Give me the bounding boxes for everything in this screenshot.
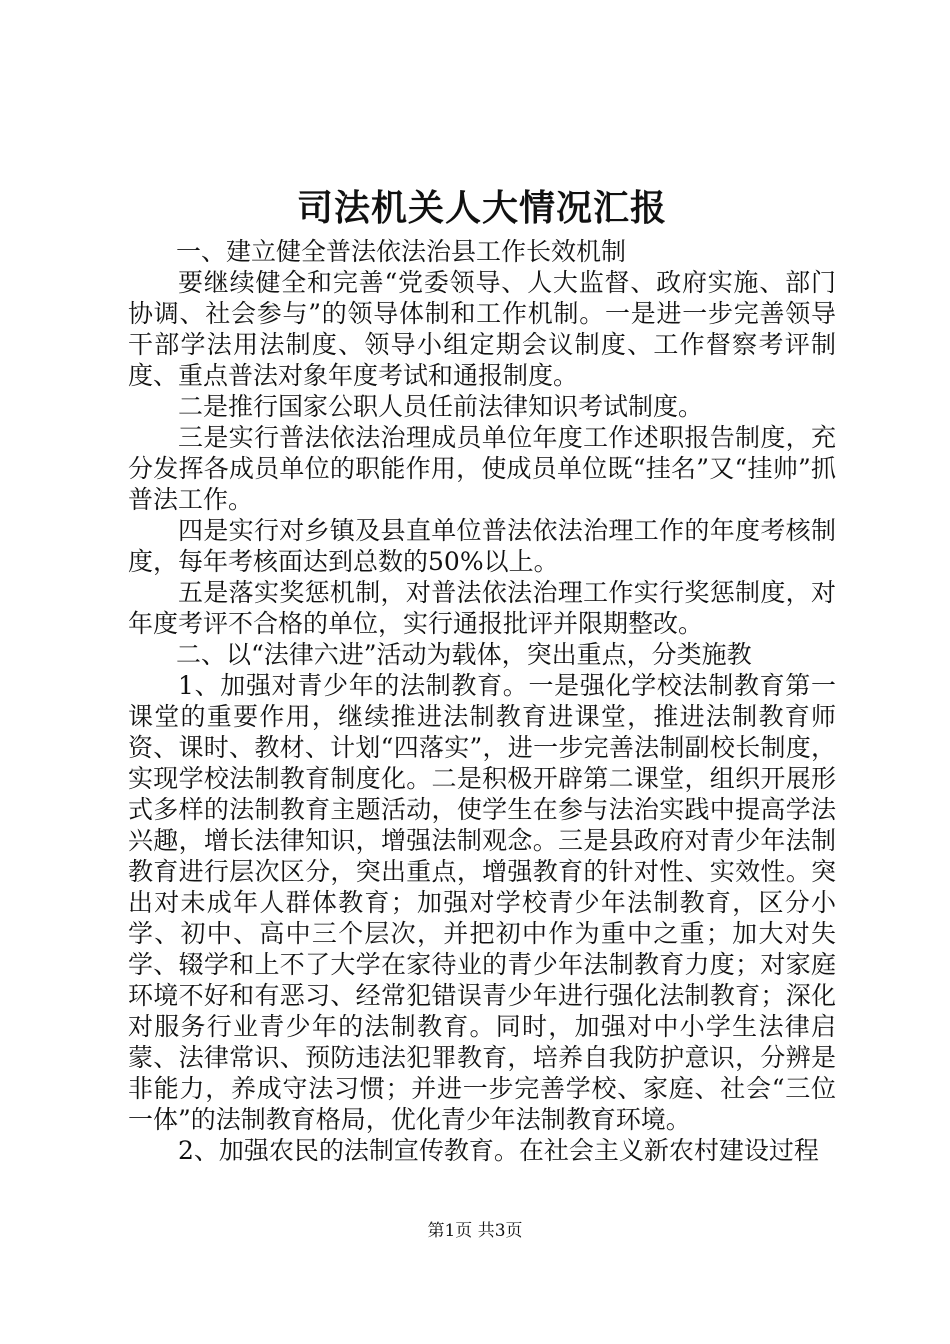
page-footer: 第1页 共3页: [427, 1221, 523, 1241]
paragraph: 要继续健全和完善“党委领导、人大监督、政府实施、部门协调、社会参与”的领导体制和工作机制。一是进一步完善领导干部学法用法制度、领导小组定期会议制度、工作督察考评制度、重点普法对象年度考试和通报制度。: [128, 268, 836, 390]
paragraph: 2、加强农民的法制宣传教育。在社会主义新农村建设过程: [178, 1136, 819, 1165]
section-heading-2: 二、以“法律六进”活动为载体，突出重点，分类施教: [176, 640, 752, 669]
paragraph: 1、加强对青少年的法制教育。一是强化学校法制教育第一课堂的重要作用，继续推进法制教育进课堂，推进法制教育师资、课时、教材、计划“四落实”，进一步完善法制副校长制度，实现学校法制教育制度化。二是积极开辟第二课堂，组织开展形式多样的法制教育主题活动，使学生在参与法治实践中提高学法兴趣，增长法律知识，增强法制观念。三是县政府对青少年法制教育进行层次区分，突出重点，增强教育的针对性、实效性。突出对未成年人群体教育；加强对学校青少年法制教育，区分小学、初中、高中三个层次，并把初中作为重中之重；加大对失学、辍学和上不了大学在家待业的青少年法制教育力度；对家庭环境不好和有恶习、经常犯错误青少年进行强化法制教育；深化对服务行业青少年的法制教育。同时，加强对中小学生法律启蒙、法律常识、预防违法犯罪教育，培养自我防护意识，分辨是非能力，养成守法习惯；并进一步完善学校、家庭、社会“三位一体”的法制教育格局，优化青少年法制教育环境。: [128, 671, 836, 1134]
paragraph: 四是实行对乡镇及县直单位普法依法治理工作的年度考核制度，每年考核面达到总数的50%以上。: [128, 516, 836, 576]
paragraph: 三是实行普法依法治理成员单位年度工作述职报告制度，充分发挥各成员单位的职能作用，使成员单位既“挂名”又“挂帅”抓普法工作。: [128, 423, 836, 514]
paragraph: 五是落实奖惩机制，对普法依法治理工作实行奖惩制度，对年度考评不合格的单位，实行通报批评并限期整改。: [128, 578, 836, 638]
paragraph: 二是推行国家公职人员任前法律知识考试制度。: [178, 392, 704, 421]
document-page: [128, 180, 836, 1166]
document-title: 司法机关人大情况汇报: [296, 187, 667, 229]
section-heading-1: 一、建立健全普法依法治县工作长效机制: [176, 237, 627, 266]
document-body: [128, 236, 836, 1166]
